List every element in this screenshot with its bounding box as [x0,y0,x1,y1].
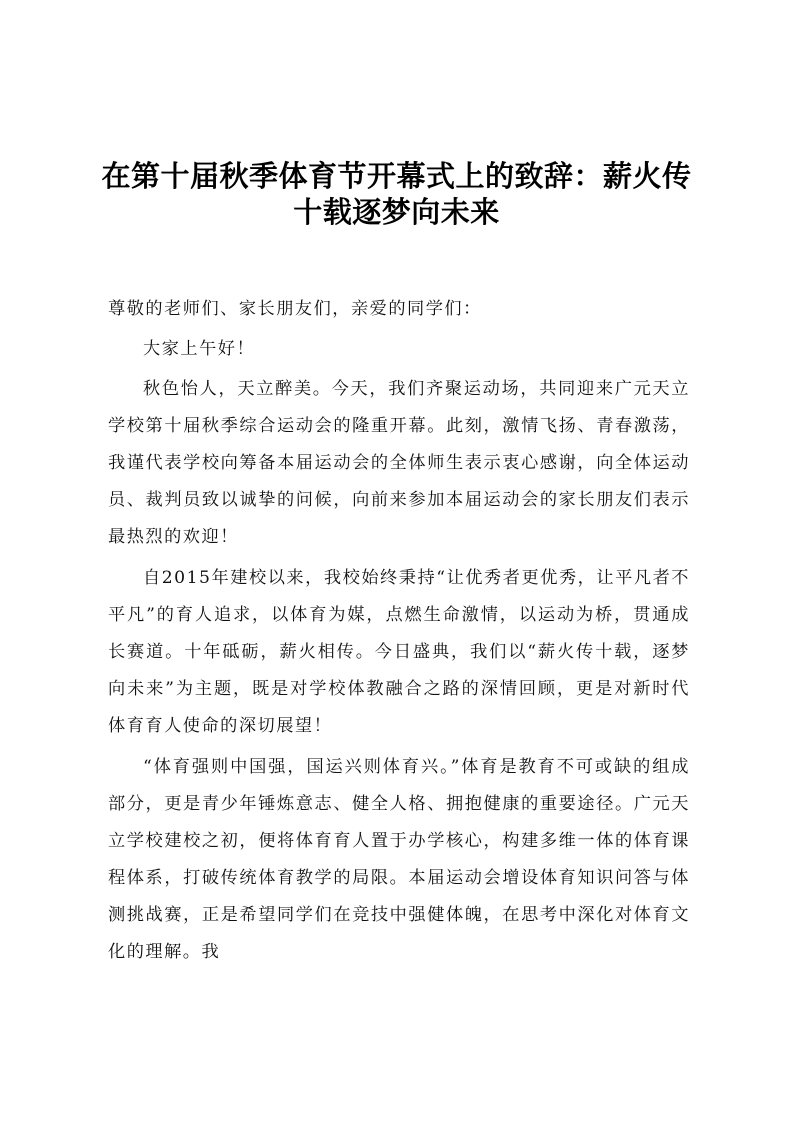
salutation: 尊敬的老师们、家长朋友们，亲爱的同学们： [108,299,482,319]
paragraph: 自2015年建校以来，我校始终秉持“让优秀者更优秀，让平凡者不平凡”的育人追求，以体育为媒，点燃生命激情，以运动为桥，贯通成长赛道。十年砥砺，薪火相传。今日盛典，我们以“薪火传十载，逐梦向未来”为主题，既是对学校体教融合之路的深情回顾，更是对新时代体育育人使命的深切展望！ [108,568,690,736]
document-body [108,291,690,971]
paragraph: 秋色怡人，天立醉美。今天，我们齐聚运动场，共同迎来广元天立学校第十届秋季综合运动会的隆重开幕。此刻，激情飞扬、青春激荡，我谨代表学校向筹备本届运动会的全体师生表示衷心感谢，向全体运动员、裁判员致以诚挚的问候，向前来参加本届运动会的家长朋友们表示最热烈的欢迎！ [108,379,690,547]
paragraph: “体育强则中国强，国运兴则体育兴。”体育是教育不可或缺的组成部分，更是青少年锤炼意志、健全人格、拥抱健康的重要途径。广元天立学校建校之初，便将体育育人置于办学核心，构建多维一体的体育课程体系，打破传统体育教学的局限。本届运动会增设体育知识问答与体测挑战赛，正是希望同学们在竞技中强健体魄，在思考中深化对体育文化的理解。我 [108,757,690,962]
document-title: 在第十届秋季体育节开幕式上的致辞：薪火传十载逐梦向未来 [101,159,692,229]
greeting: 大家上午好！ [143,339,256,359]
